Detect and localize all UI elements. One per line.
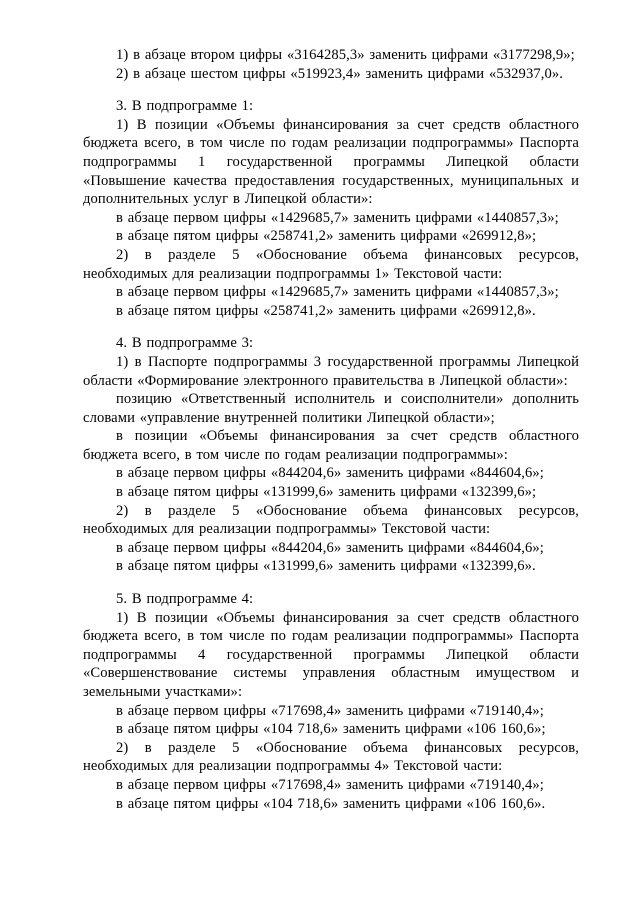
paragraph: 2) в разделе 5 «Обоснование объема финансовых ресурсов, необходимых для реализации подпрограммы» Текстовой части:: [83, 502, 579, 538]
paragraph: 1) В позиции «Объемы финансирования за счет средств областного бюджета всего, в том числе по годам реализации подпрограммы» Паспорта подпрограммы 4 государственной программы Липецкой области «Совершенствование системы управления областным имуществом и земельными участками»:: [83, 609, 579, 700]
paragraph: в абзаце пятом цифры «131999,6» заменить цифрами «132399,6»;: [116, 484, 537, 501]
paragraph: в абзаце пятом цифры «258741,2» заменить цифрами «269912,8».: [116, 302, 536, 319]
paragraph: в абзаце пятом цифры «104 718,6» заменить цифрами «106 160,6»;: [116, 721, 546, 738]
paragraph: 1) в абзаце втором цифры «3164285,3» заменить цифрами «3177298,9»;: [116, 47, 575, 63]
section-subprogram-1: [83, 97, 579, 320]
paragraph: в абзаце первом цифры «1429685,7» заменить цифрами «1440857,3»;: [116, 209, 559, 226]
paragraph: 2) в абзаце шестом цифры «519923,4» заменить цифрами «532937,0».: [116, 65, 564, 82]
paragraph: 1) В позиции «Объемы финансирования за счет средств областного бюджета всего, в том числе по годам реализации подпрограммы» Паспорта подпрограммы 1 государственной программы Липецкой области «Повышение качества предоставления государственных, муниципальных и дополнительных услуг в Липецкой области»:: [83, 116, 579, 208]
paragraph: в абзаце пятом цифры «258741,2» заменить цифрами «269912,8»;: [116, 228, 537, 245]
paragraph: в абзаце первом цифры «717698,4» заменить цифрами «719140,4»;: [116, 776, 544, 793]
section-subprogram-4: [83, 590, 579, 813]
section-heading: 4. В подпрограмме 3:: [116, 335, 254, 352]
section-preceding-amendments: [83, 46, 579, 83]
paragraph: позицию «Ответственный исполнитель и соисполнители» дополнить словами «управление внутренней политики Липецкой области»;: [83, 391, 579, 426]
section-heading: 5. В подпрограмме 4:: [116, 591, 254, 608]
paragraph: 2) в разделе 5 «Обоснование объема финансовых ресурсов, необходимых для реализации подпрограммы 4» Текстовой части:: [83, 739, 579, 775]
paragraph: в абзаце первом цифры «844204,6» заменить цифрами «844604,6»;: [116, 465, 544, 482]
paragraph: 2) в разделе 5 «Обоснование объема финансовых ресурсов, необходимых для реализации подпрограммы 1» Текстовой части:: [83, 246, 579, 282]
paragraph: 1) в Паспорте подпрограммы 3 государственной программы Липецкой области «Формирование электронного правительства в Липецкой области»:: [83, 353, 579, 389]
paragraph: в абзаце пятом цифры «131999,6» заменить цифрами «132399,6».: [116, 558, 536, 575]
paragraph: в позиции «Объемы финансирования за счет средств областного бюджета всего, в том числе по годам реализации подпрограммы»:: [83, 428, 579, 463]
paragraph: в абзаце первом цифры «717698,4» заменить цифрами «719140,4»;: [116, 702, 544, 719]
paragraph: в абзаце первом цифры «844204,6» заменить цифрами «844604,6»;: [116, 539, 544, 556]
section-heading: 3. В подпрограмме 1:: [116, 98, 254, 115]
paragraph: в абзаце пятом цифры «104 718,6» заменить цифрами «106 160,6».: [116, 795, 546, 812]
section-subprogram-3: [83, 334, 579, 576]
paragraph: в абзаце первом цифры «1429685,7» заменить цифрами «1440857,3»;: [116, 284, 559, 301]
